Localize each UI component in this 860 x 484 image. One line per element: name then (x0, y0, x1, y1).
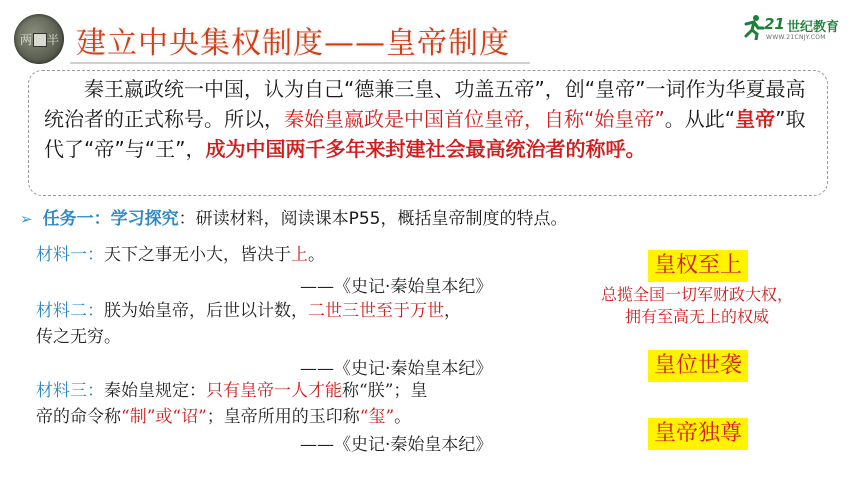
logo-number: 21 (764, 15, 785, 33)
summary-line-1: 总揽全国一切军财政大权， (600, 285, 793, 304)
runner-icon (742, 14, 764, 40)
material-3-text: 秦始皇规定： (104, 381, 206, 401)
material-3-line2-highlight: “制”或“诏” (121, 407, 207, 427)
task-line (20, 204, 567, 229)
material-2-end: ， (444, 301, 461, 321)
material-2-source: ——《史记·秦始皇本纪》 (300, 359, 493, 379)
coin-image (14, 14, 64, 64)
material-3-highlight: 只有皇帝一人才能 (206, 381, 342, 401)
material-2 (36, 300, 461, 322)
coin-char-right: 半 (47, 33, 60, 47)
answer-supreme-power: 皇权至上 (648, 250, 748, 282)
intro-text-3: ”取代了“帝”与“王”， (44, 107, 806, 161)
material-3-line2-end: 。 (394, 407, 412, 427)
material-3-label: 材料三： (36, 381, 104, 401)
intro-highlight-emperor: 皇帝 (735, 107, 776, 131)
answer-summary (566, 284, 828, 328)
coin-hole (33, 33, 47, 47)
logo-name: 世纪教育 (787, 20, 840, 35)
material-1 (36, 244, 325, 266)
material-2-text: 朕为始皇帝，后世以计数， (104, 301, 308, 321)
site-logo (742, 14, 842, 44)
material-2-highlight: 二世三世至于万世 (308, 301, 444, 321)
answer-hereditary-throne: 皇位世袭 (648, 350, 748, 382)
arrow-right-icon: ➢ (20, 210, 33, 228)
task-text: ：研读材料，阅读课本P55，概括皇帝制度的特点。 (178, 209, 568, 229)
material-2-line2: 传之无穷。 (36, 327, 121, 347)
material-1-highlight: 上 (291, 245, 308, 265)
task-label: 任务一：学习探究 (42, 209, 179, 229)
intro-paragraph (44, 74, 814, 164)
intro-highlight-conclusion: 成为中国两千多年来封建社会最高统治者的称呼。 (205, 137, 646, 161)
title-divider (70, 62, 530, 64)
page-title: 建立中央集权制度——皇帝制度 (76, 26, 510, 61)
material-1-label: 材料一： (36, 245, 104, 265)
answer-emperor-supreme: 皇帝独尊 (648, 418, 748, 450)
material-3-source: ——《史记·秦始皇本纪》 (300, 435, 493, 455)
summary-line-2: 拥有至高无上的权威 (624, 307, 769, 326)
intro-text-2: 。从此“ (664, 107, 736, 131)
logo-url: WWW.21CNJY.COM (766, 34, 826, 41)
material-1-text: 天下之事无小大，皆决于 (104, 245, 291, 265)
intro-highlight-first-emperor: 秦始皇嬴政是中国首位皇帝，自称“始皇帝” (284, 107, 665, 131)
material-3-line2-text: 帝的命令称 (36, 407, 121, 427)
material-3-line2-text-b: ；皇帝所用的玉印称 (206, 407, 360, 427)
intro-text-1: 秦王嬴政统一中国，认为自己“德兼三皇、功盖五帝”，创“皇帝”一词作为华夏最高统治者的正式称号。所以， (44, 77, 806, 131)
material-3-text-b: 称“朕”；皇 (342, 381, 428, 401)
material-1-end: 。 (308, 245, 325, 265)
material-3 (36, 380, 427, 402)
material-2-label: 材料二： (36, 301, 104, 321)
material-1-source: ——《史记·秦始皇本纪》 (300, 277, 493, 297)
material-3-line2-highlight-2: “玺” (359, 407, 395, 427)
coin-char-left: 两 (20, 33, 33, 47)
material-3-line2 (36, 406, 411, 428)
